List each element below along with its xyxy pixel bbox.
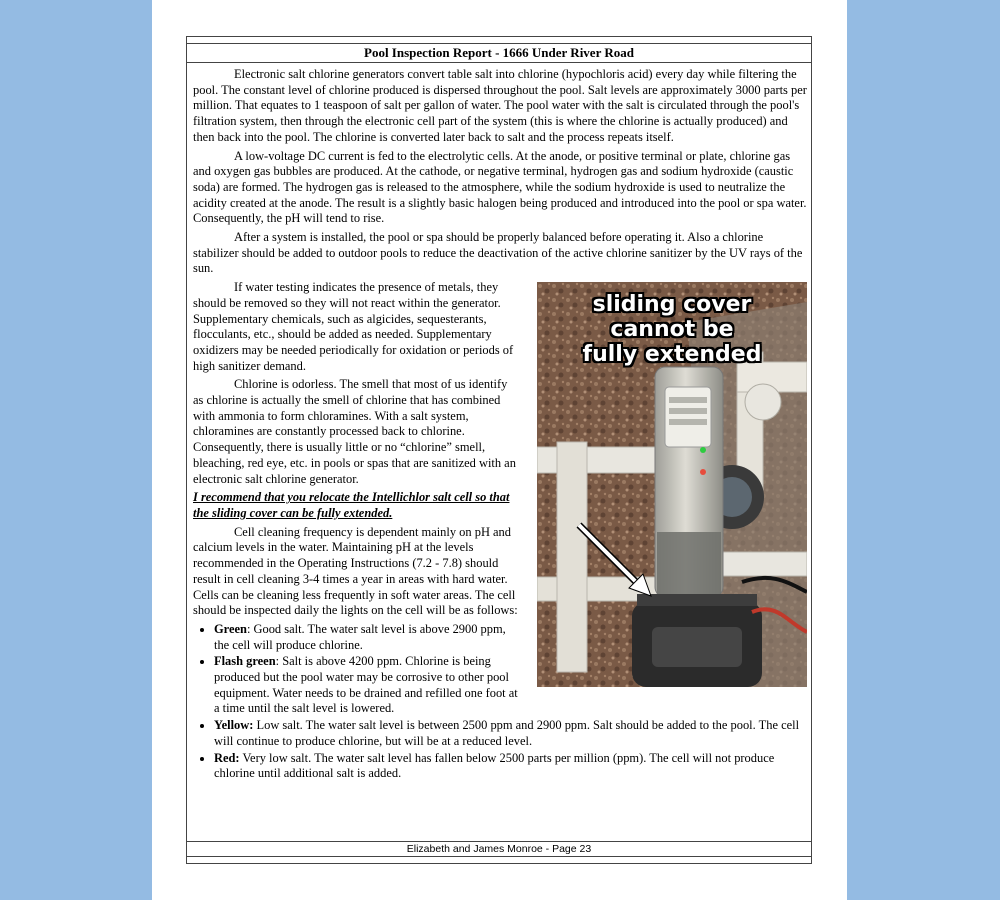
light-description: Good salt. The water salt level is above 2900 ppm, the cell will produce chlorine. bbox=[214, 621, 506, 652]
photo-caption-line: sliding cover bbox=[592, 292, 752, 318]
paragraph-balancing: After a system is installed, the pool or spa should be properly balanced before operating it. Also a chlorine stabilizer should be added to outdoor pools to reduce the deactivation of the active chlorine sanitizer by the UV rays of the sun. bbox=[193, 230, 803, 276]
list-item bbox=[214, 751, 807, 782]
light-label: Yellow: bbox=[214, 718, 254, 733]
list-item: • Green: Good salt. The water salt level is above 2900 ppm, the cell will produce chlorine. bbox=[214, 622, 807, 653]
report-page bbox=[152, 0, 847, 900]
photo-caption-line: fully extended bbox=[582, 342, 762, 368]
photo-caption bbox=[537, 292, 807, 367]
page-frame bbox=[186, 36, 812, 864]
salt-cell-photo bbox=[537, 282, 807, 687]
page-footer: Elizabeth and James Monroe - Page 23 bbox=[187, 841, 811, 857]
paragraph-cleaning: Cell cleaning frequency is dependent mainly on pH and calcium levels in the water. Maintaining pH at the levels recommended in the Operating Instructions (7.2 - 7.8) should result in cell cleaning 3-4 times a year in areas with hard water. Cells can be cleaning less frequently in soft water areas. The cell should be inspected daily the lights on the cell will be as follows: bbox=[193, 524, 518, 618]
photo-caption-line: cannot be bbox=[610, 317, 734, 343]
light-label: Green bbox=[214, 621, 247, 636]
paragraph-metals: If water testing indicates the presence of metals, they should be removed so they will not react within the generator. Supplementary chemicals, such as algicides, sequesterants, flocculants, etc., should be added as needed. Supplementary oxidizers may be needed periodically for oxidation or periods of high sanitizer demand. bbox=[193, 280, 514, 373]
light-label: Red: bbox=[214, 750, 240, 765]
paragraph-electrolysis: A low-voltage DC current is fed to the electrolytic cells. At the anode, or positive terminal or plate, chlorine gas and oxygen gas bubbles are produced. At the cathode, or negative terminal, hydrogen gas and sodium hydroxide (caustic soda) are formed. The hydrogen gas is released to the atmosphere, while the sodium hydroxide is used to neutralize the acidity created at the anode. The result is a slightly basic halogen being produced and introduced into the pool or spa water. Consequently, the pH will tend to rise. bbox=[193, 148, 807, 226]
paragraph-odor: Chlorine is odorless. The smell that most of us identify as chlorine is actually the smell of chlorine that has combined with ammonia to form chloramines. With a salt system, chloramines are constantly processed back to chlorine. Consequently, there is usually little or no “chlorine” smell, bleaching, red eye, etc. in pools or spas that are sanitized with an electronic salt chlorine generator. bbox=[193, 377, 516, 486]
light-label: Flash green bbox=[214, 654, 276, 669]
light-description: Very low salt. The water salt level has fallen below 2500 parts per million (ppm). The cell will not produce chlorine until additional salt is added. bbox=[214, 750, 775, 781]
list-item bbox=[214, 718, 807, 749]
paragraph-intro: Electronic salt chlorine generators convert table salt into chlorine (hypochloris acid) every day while filtering the pool. The constant level of chlorine produced is dispersed throughout the pool. Salt levels are approximately 3000 parts per million. That equates to 1 teaspoon of salt per gallon of water. The pool water with the salt is circulated through the pool's filtration system, then through the electronic cell part of the system (this is where the chlorine is actually produced) and then back into the pool. The chlorine is converted later back to salt and the process repeats itself. bbox=[193, 67, 807, 144]
list-item: • Flash green: Salt is above 4200 ppm. Chlorine is being produced but the pool water may be corrosive to other pool equipment. Water needs to be drained and refilled one foot at a time until the salt level is lowered. bbox=[214, 654, 807, 717]
recommendation: I recommend that you relocate the Intellichlor salt cell so that the sliding cover can be fully extended. bbox=[193, 490, 510, 520]
light-description: Low salt. The water salt level is between 2500 ppm and 2900 ppm. Salt should be added to the pool. The cell will continue to produce chlorine, but will be at a reduced level. bbox=[214, 718, 800, 748]
report-body bbox=[193, 67, 807, 783]
light-description: Salt is above 4200 ppm. Chlorine is being produced but the pool water may be corrosive to other pool equipment. Water needs to be drained and refilled one foot at a time until the salt level is lowered. bbox=[214, 654, 518, 716]
page-title: Pool Inspection Report - 1666 Under River Road bbox=[187, 43, 811, 63]
